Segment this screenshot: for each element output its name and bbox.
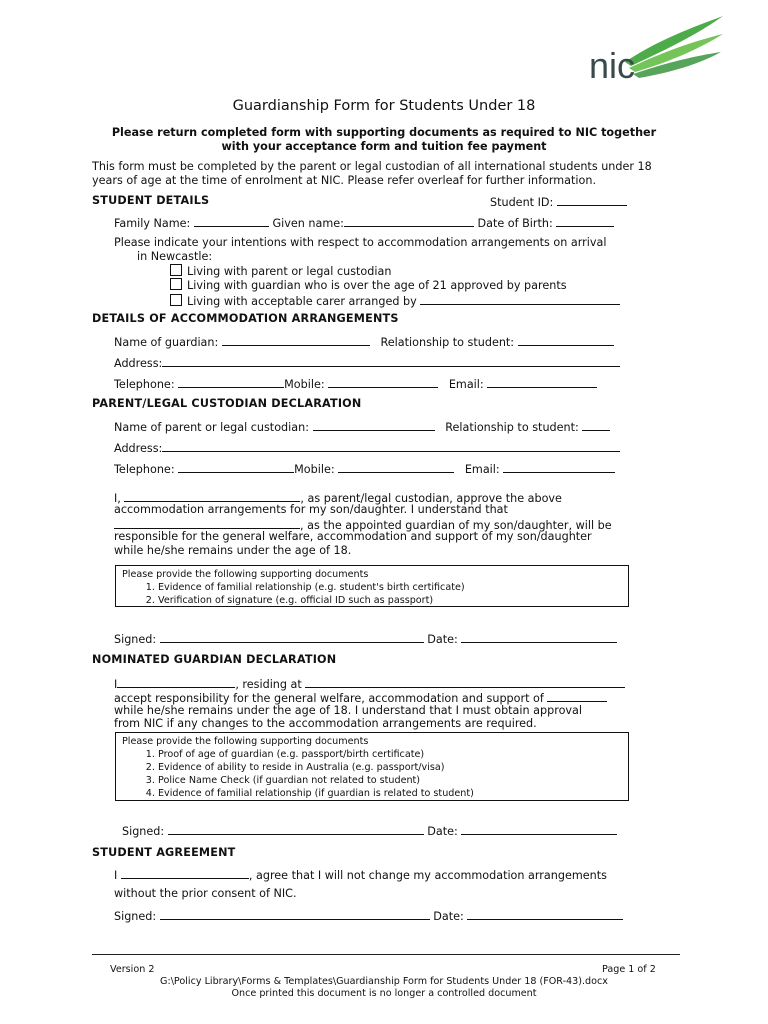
guardian-decl-student-field[interactable] [547,690,607,702]
option-carer-label: Living with acceptable carer arranged by [187,295,417,308]
accom-address-row [114,355,620,370]
checkbox-guardian[interactable] [170,278,182,290]
accommodation-heading: DETAILS OF ACCOMMODATION ARRANGEMENTS [92,312,399,325]
parent-relationship-field[interactable] [582,419,610,431]
option-guardian-label: Living with guardian who is over the age of 21 approved by parents [187,279,567,292]
option-guardian[interactable] [170,278,567,292]
subtitle [0,126,768,154]
parent-decl-line-4: responsible for the general welfare, accommodation and support of my son/daughter [114,530,592,543]
parent-decl-line-2: accommodation arrangements for my son/daughter. I understand that [114,503,508,516]
footer-path: G:\Policy Library\Forms & Templates\Guardianship Form for Students Under 18 (FOR-43).docx [160,976,608,987]
parent-heading: PARENT/LEGAL CUSTODIAN DECLARATION [92,397,362,410]
guardian-decl-line-2 [114,690,607,705]
family-name-label: Family Name: [114,217,191,230]
guardian-decl-line-4: from NIC if any changes to the accommodation arrangements are required. [114,717,537,730]
parent-relationship-label: Relationship to student: [445,421,579,434]
parent-decl-text-1: , as parent/legal custodian, approve the above [300,492,562,505]
parent-signed-label: Signed: [114,633,157,646]
agreement-line-1 [114,867,607,882]
given-name-label: Given name: [272,217,344,230]
accom-telephone-field[interactable] [178,376,284,388]
agreement-signature-field[interactable] [160,908,430,920]
accom-mobile-label: Mobile: [284,378,325,391]
subtitle-line-2: with your acceptance form and tuition fee payment [221,140,547,153]
parent-doc-item: 2. Verification of signature (e.g. official ID such as passport) [158,594,622,607]
agreement-date-label: Date: [433,910,464,923]
accom-contact-row [114,376,597,391]
student-id-label: Student ID: [490,196,554,209]
parent-docs-title: Please provide the following supporting documents [122,569,369,580]
guardian-row [114,334,614,349]
agreement-line-2: without the prior consent of NIC. [114,887,297,900]
agreement-decl-i: I [114,869,118,882]
guardian-doc-item: 3. Police Name Check (if guardian not related to student) [158,774,622,787]
guardian-decl-text-2: accept responsibility for the general welfare, accommodation and support of [114,692,544,705]
guardian-docs-title: Please provide the following supporting documents [122,736,369,747]
agreement-text-1: , agree that I will not change my accommodation arrangements [248,869,607,882]
footer-divider [92,954,680,955]
agreement-signed-row [114,908,623,923]
guardian-decl-i: I [114,678,118,691]
parent-signed-row [114,631,617,646]
student-details-heading: STUDENT DETAILS [92,194,210,207]
parent-date-field[interactable] [461,631,617,643]
accom-address-field[interactable] [162,355,620,367]
guardian-date-label: Date: [427,825,458,838]
intent-line-1: Please indicate your intentions with respect to accommodation arrangements on arrival [114,236,607,249]
guardian-docs-box [115,732,629,801]
given-name-field[interactable] [344,215,474,227]
student-id-field[interactable] [557,194,627,206]
guardian-decl-address-field[interactable] [305,676,625,688]
guardian-doc-item: 2. Evidence of ability to reside in Australia (e.g. passport/visa) [158,761,622,774]
guardian-name-field[interactable] [222,334,370,346]
agreement-date-field[interactable] [467,908,623,920]
parent-address-row [114,440,620,455]
page-title: Guardianship Form for Students Under 18 [232,98,536,114]
family-name-field[interactable] [194,215,269,227]
option-carer[interactable] [170,293,620,308]
guardian-signature-field[interactable] [168,823,424,835]
accom-telephone-label: Telephone: [114,378,175,391]
carer-field[interactable] [420,293,620,305]
accom-email-field[interactable] [487,376,597,388]
accom-address-label: Address: [114,357,163,370]
parent-docs-box [115,565,629,607]
guardian-signed-label: Signed: [122,825,165,838]
footer-notice: Once printed this document is no longer a controlled document [231,988,537,999]
footer-page: Page 1 of 2 [602,964,656,975]
intent-line-2: in Newcastle: [137,250,213,263]
guardian-decl-residing: , residing at [235,678,302,691]
parent-name-row [114,419,610,434]
parent-mobile-field[interactable] [338,461,454,473]
checkbox-parent[interactable] [170,264,182,276]
parent-email-field[interactable] [503,461,615,473]
parent-decl-i: I, [114,492,121,505]
accom-relationship-field[interactable] [518,334,614,346]
parent-decl-name-field[interactable] [124,490,300,502]
checkbox-carer[interactable] [170,294,182,306]
guardian-doc-item: 1. Proof of age of guardian (e.g. passport/birth certificate) [158,748,622,761]
parent-signature-field[interactable] [160,631,424,643]
parent-name-field[interactable] [313,419,435,431]
option-parent-label: Living with parent or legal custodian [187,265,392,278]
option-parent[interactable] [170,264,391,278]
parent-mobile-label: Mobile: [294,463,335,476]
dob-label: Date of Birth: [477,217,553,230]
accom-mobile-field[interactable] [328,376,438,388]
parent-telephone-field[interactable] [178,461,294,473]
guardian-decl-line-1 [114,676,625,691]
parent-address-label: Address: [114,442,163,455]
parent-address-field[interactable] [162,440,620,452]
parent-telephone-label: Telephone: [114,463,175,476]
guardian-decl-line-3: while he/she remains under the age of 18. I understand that I must obtain approval [114,704,583,717]
guardian-name-label: Name of guardian: [114,336,219,349]
subtitle-line-1: Please return completed form with supporting documents as required to NIC together [111,126,657,139]
accom-email-label: Email: [448,378,484,391]
parent-email-label: Email: [464,463,500,476]
intro-line-1: This form must be completed by the parent or legal custodian of all international students under 18 [92,160,652,173]
guardian-heading: NOMINATED GUARDIAN DECLARATION [92,653,337,666]
agreement-signed-label: Signed: [114,910,157,923]
name-row [114,215,614,230]
guardian-doc-item: 4. Evidence of familial relationship (if guardian is related to student) [158,787,622,800]
nic-logo [585,12,725,82]
agreement-heading: STUDENT AGREEMENT [92,846,236,859]
parent-contact-row [114,461,615,476]
student-id-row [490,194,627,209]
logo-text: nic [589,45,636,82]
guardian-decl-name-field[interactable] [117,676,235,688]
guardian-signed-row [122,823,617,838]
parent-decl-text-3: , as the appointed guardian of my son/daughter, will be [300,519,612,532]
parent-date-label: Date: [427,633,458,646]
parent-decl-line-5: while he/she remains under the age of 18. [114,544,352,557]
nic-logo-graphic [585,12,725,82]
dob-field[interactable] [556,215,614,227]
parent-doc-item: 1. Evidence of familial relationship (e.g. student's birth certificate) [158,581,622,594]
guardian-date-field[interactable] [461,823,617,835]
parent-decl-guardian-field[interactable] [114,517,300,529]
parent-docs-list [122,581,622,607]
agreement-name-field[interactable] [121,867,249,879]
guardian-docs-list [122,748,622,800]
footer-version: Version 2 [110,964,155,975]
parent-name-label: Name of parent or legal custodian: [114,421,309,434]
intro-line-2: years of age at the time of enrolment at NIC. Please refer overleaf for further information. [92,174,597,187]
accom-relationship-label: Relationship to student: [380,336,515,349]
